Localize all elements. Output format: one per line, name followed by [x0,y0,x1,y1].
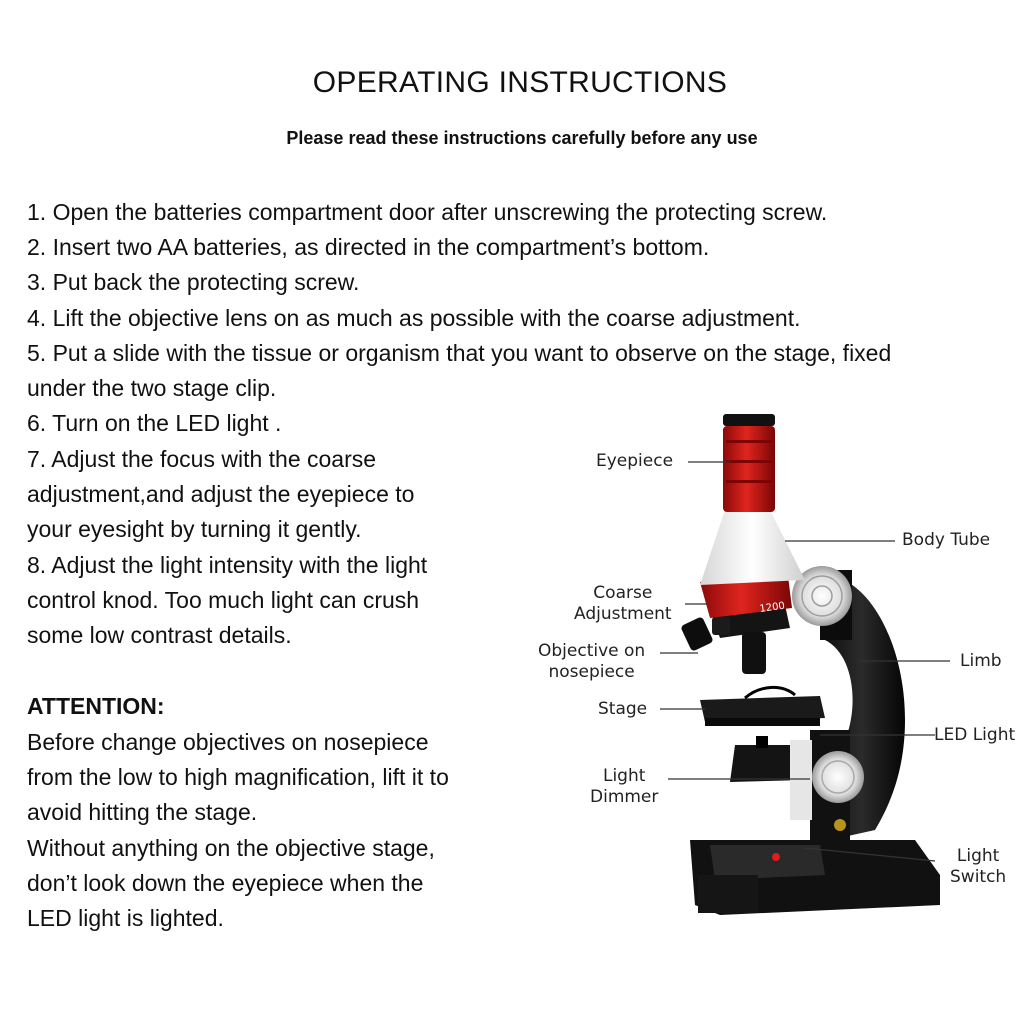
instruction-line: control knod. Too much light can crush [27,587,420,613]
page-subtitle: Please read these instructions carefully before any use [286,128,758,148]
instruction-line: 5. Put a slide with the tissue or organism that you want to observe on the stage, fixed [27,340,892,366]
instruction-line: 2. Insert two AA batteries, as directed in the compartment’s bottom. [27,234,710,260]
label-objective-line2: nosepiece [548,662,635,682]
label-limb: Limb [960,651,1002,671]
instruction-line: 6. Turn on the LED light . [27,410,282,436]
attention-line: don’t look down the eyepiece when the [27,870,424,896]
label-dimmer-line2: Dimmer [590,787,659,807]
label-dimmer-line1: Light [602,766,646,786]
attention-line: Before change objectives on nosepiece [27,729,429,755]
instruction-line: your eyesight by turning it gently. [27,516,362,542]
attention-heading: ATTENTION: [27,693,165,719]
instruction-line: 8. Adjust the light intensity with the light [27,552,428,578]
instruction-line: some low contrast details. [27,622,292,648]
page-title: OPERATING INSTRUCTIONS [312,66,728,99]
label-coarse-line1: Coarse [593,583,653,603]
instruction-line: 7. Adjust the focus with the coarse [27,446,377,472]
instruction-line: 3. Put back the protecting screw. [27,269,360,295]
attention-line: from the low to high magnification, lift it to [27,764,449,790]
microscope-diagram [520,400,1035,940]
label-body-tube: Body Tube [902,530,991,550]
label-light-dimmer [590,766,658,808]
microscope-base [690,840,940,915]
body-tube [700,510,805,585]
label-switch-line2: Switch [950,867,1007,887]
label-switch-line1: Light [956,846,1000,866]
attention-line: Without anything on the objective stage, [27,835,435,861]
label-light-switch [950,846,1006,888]
attention-line: LED light is lighted. [27,905,224,931]
label-objective-nosepiece [538,641,645,683]
label-coarse-adjustment [574,583,672,625]
microscope-stage [700,687,825,726]
eyepiece [723,414,775,512]
objective-nosepiece [680,605,790,674]
instruction-line: 1. Open the batteries compartment door after unscrewing the protecting screw. [27,199,828,225]
tube-marking: 1200 [758,600,786,615]
label-stage: Stage [598,699,648,719]
instruction-line: 4. Lift the objective lens on as much as possible with the coarse adjustment. [27,305,801,331]
label-objective-line1: Objective on [538,641,646,661]
light-switch-button [772,853,780,861]
instruction-line: adjustment,and adjust the eyepiece to [27,481,415,507]
label-coarse-line2: Adjustment [574,604,672,624]
instruction-line: under the two stage clip. [27,375,277,401]
light-dimmer-knob [812,751,864,803]
label-led-light: LED Light [934,725,1016,745]
attention-line: avoid hitting the stage. [27,799,258,825]
label-eyepiece: Eyepiece [596,451,674,471]
